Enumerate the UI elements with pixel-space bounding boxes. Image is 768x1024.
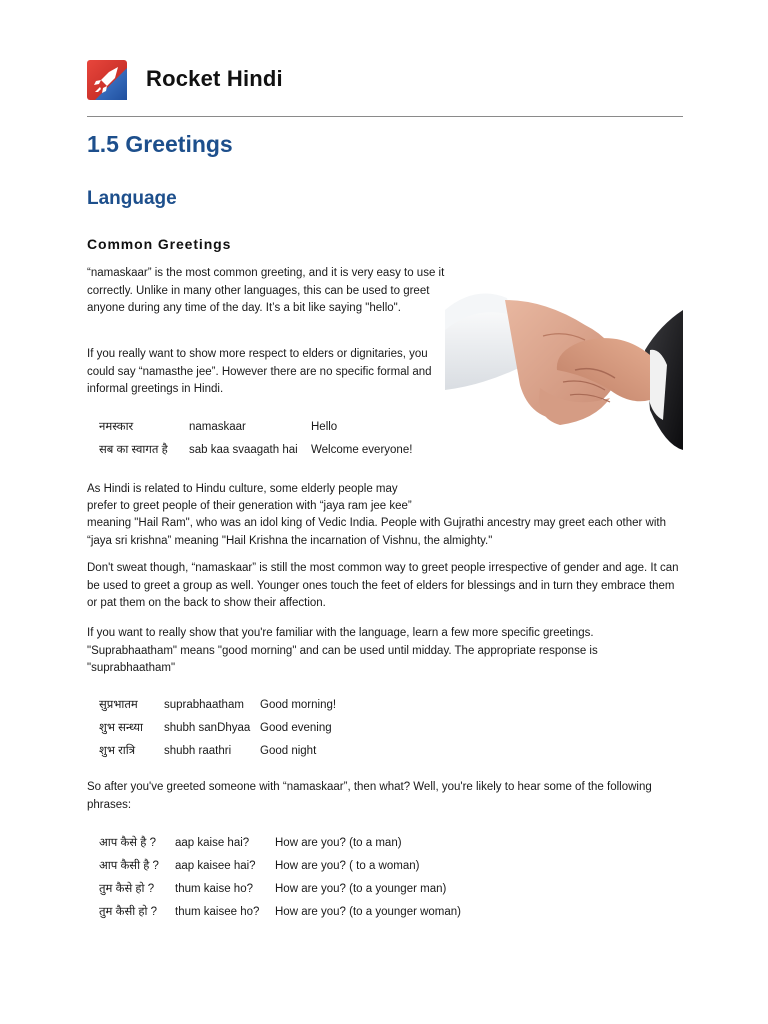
roman-cell: sab kaa svaagath hai [189,443,298,456]
brand-name: Rocket Hindi [146,66,283,91]
vocab-table-phrases [99,831,461,923]
hindi-cell: शुभ सन्ध्या [99,722,144,734]
roman-cell: aap kaise hai? [175,836,250,849]
english-cell: How are you? ( to a woman) [275,859,420,872]
paragraph-phrases: So after you've greeted someone with “namaskaar”, then what? Well, you're likely to hear some of the following phrases: [87,781,652,811]
english-cell: How are you? (to a man) [275,836,402,849]
header-divider [87,116,683,117]
rocket-icon [87,60,127,100]
english-cell: How are you? (to a younger man) [275,882,447,895]
roman-cell: namaskaar [189,420,246,433]
table-row [99,877,461,900]
english-cell: Good night [260,744,317,757]
english-cell: Good evening [260,721,332,734]
paragraph-specific: If you want to really show that you're familiar with the language, learn a few more specific greetings. "Suprabhaatham" means "good morning" and can be used until midday. The appropriate response is "suprabhaatham" [87,627,598,674]
section-title: 1.5 Greetings [87,131,233,157]
paragraph-culture-line1: As Hindi is related to Hindu culture, some elderly people may [87,483,398,495]
paragraph-respect: If you really want to show more respect to elders or dignitaries, you could say “namasthe jee”. However there are no specific formal and informal greetings in Hindi. [87,348,432,395]
hindi-cell: तुम कैसे हो ? [99,883,155,895]
roman-cell: thum kaise ho? [175,882,253,895]
roman-cell: shubh sanDhyaa [164,721,251,734]
table-row [99,831,461,854]
hindi-cell: सब का स्वागत है [99,444,168,456]
english-cell: Good morning! [260,698,337,711]
paragraph-usage: Don't sweat though, “namaskaar” is still the most common way to greet people irrespective of gender and age. It can be used to greet a group as well. Younger ones touch the feet of elders for blessings and in turn they embrace them or pat them on the back to show their affection. [87,562,679,609]
table-row [99,438,412,461]
hindi-cell: आप कैसी है ? [99,860,159,872]
table-row [99,693,336,716]
roman-cell: aap kaisee hai? [175,859,256,872]
english-cell: Welcome everyone! [311,443,413,456]
table-row [99,900,461,923]
hindi-cell: तुम कैसी हो ? [99,906,158,918]
paragraph-culture: meaning "Hail Ram", who was an idol king of Vedic India. People with Gujrathi ancestry may greet each other with “jaya sri krishna” meaning "Hail Krishna the incarnation of Vishnu, the almighty." [87,517,666,547]
table-row [99,716,336,739]
roman-cell: suprabhaatham [164,698,244,711]
table-row [99,415,412,438]
subsection-title: Language [87,188,177,209]
paragraph-culture-line2: prefer to greet people of their generation with “jaya ram jee kee” [87,500,412,512]
roman-cell: shubh raathri [164,744,232,757]
header [87,58,683,104]
hindi-cell: नमस्कार [99,421,134,433]
topic-title: Common Greetings [87,236,232,252]
table-row [99,854,461,877]
vocab-table-time [99,693,336,762]
hindi-cell: शुभ रात्रि [99,745,136,757]
handshake-photo [445,270,683,500]
table-row [99,739,336,762]
paragraph-intro: “namaskaar” is the most common greeting, and it is very easy to use it correctly. Unlike in many other languages, this can be used to greet anyone during any time of the day. It’s a bit like saying "hello". [87,267,445,314]
hindi-cell: सुप्रभातम [99,699,138,711]
english-cell: Hello [311,420,338,433]
vocab-table-basic [99,415,412,461]
english-cell: How are you? (to a younger woman) [275,905,462,918]
hindi-cell: आप कैसे है ? [99,837,156,849]
roman-cell: thum kaisee ho? [175,905,260,918]
